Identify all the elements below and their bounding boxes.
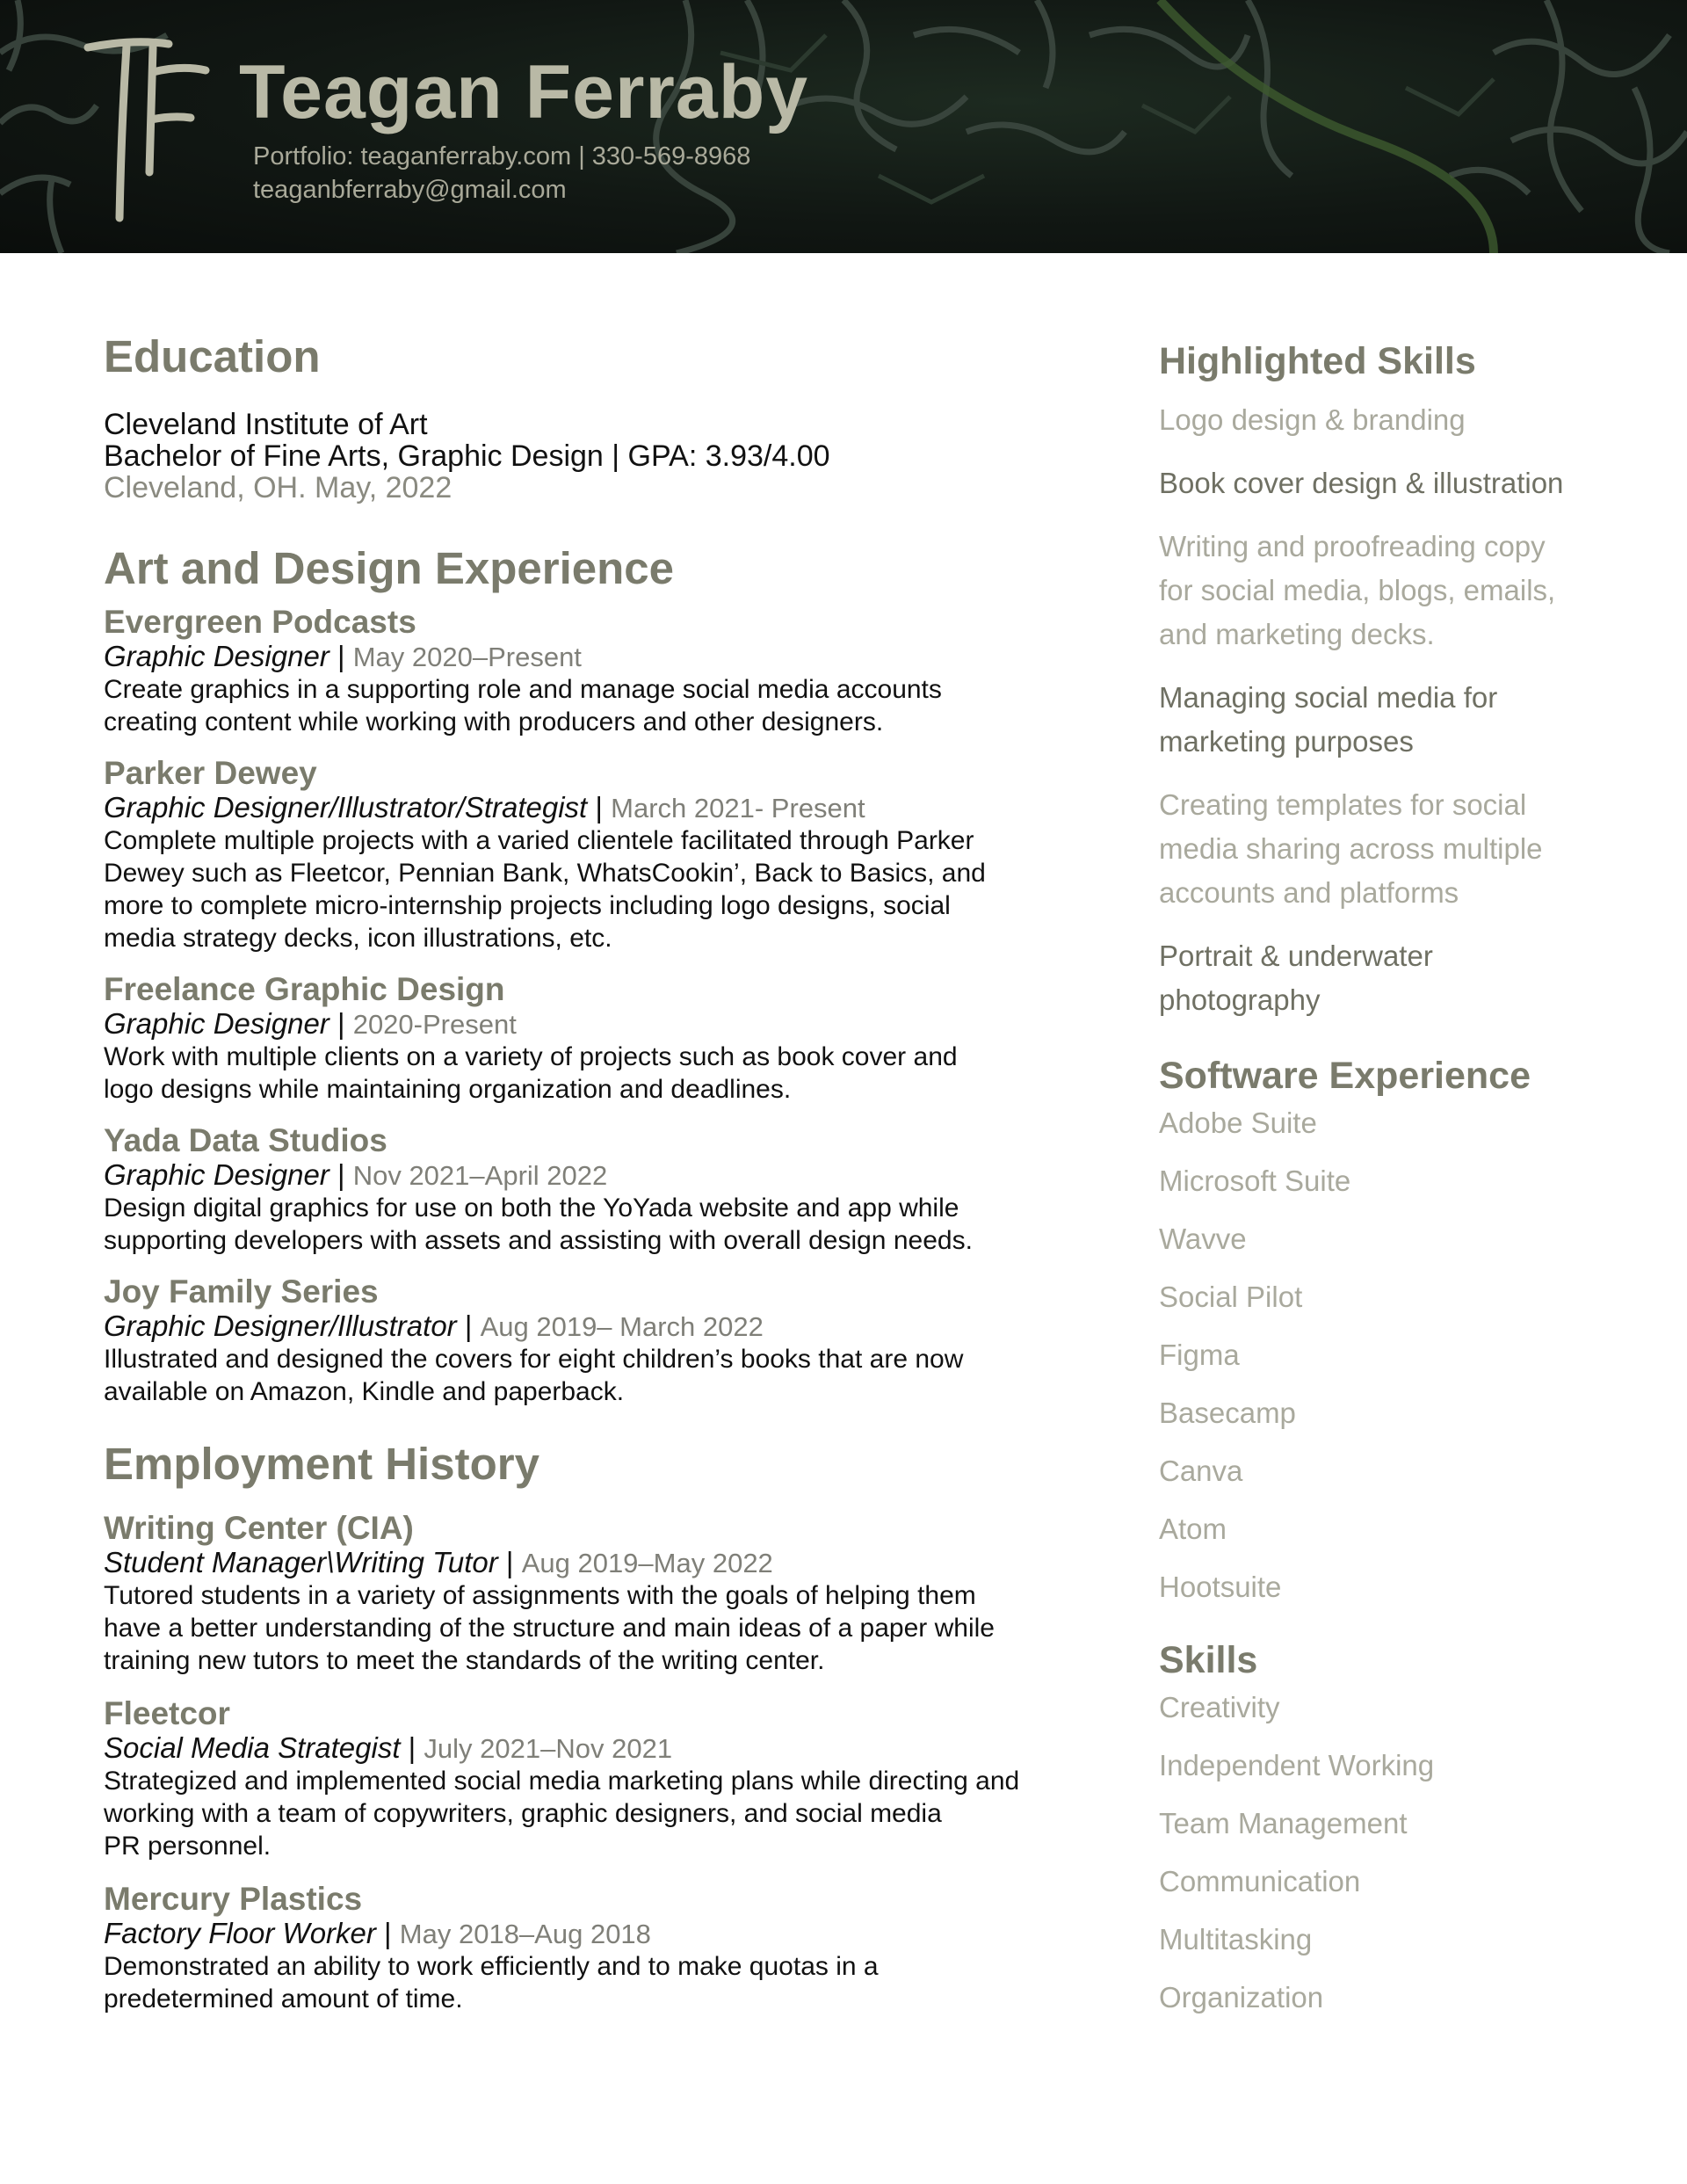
- skill-line: photography: [1159, 983, 1321, 1016]
- school-location: Cleveland, OH. May, 2022: [104, 471, 453, 504]
- skill-line: Book cover design & illustration: [1159, 467, 1564, 499]
- description-line: Demonstrated an ability to work efficiently and to make quotas in a: [104, 1952, 879, 1981]
- job-entry: [104, 1274, 1070, 1408]
- description-line: Tutored students in a variety of assignments with the goals of helping them: [104, 1581, 976, 1610]
- highlighted-skill: [1159, 398, 1616, 442]
- experience-heading: Art and Design Experience: [104, 543, 675, 593]
- description-line: Illustrated and designed the covers for eight children’s books that are now: [104, 1345, 964, 1374]
- role-title: Graphic Designer: [104, 1007, 329, 1040]
- job-entry: [104, 1123, 1070, 1257]
- experience-section: [104, 543, 1070, 1408]
- role-title: Graphic Designer/Illustrator: [104, 1310, 457, 1342]
- skill-line: for social media, blogs, emails,: [1159, 574, 1556, 606]
- description-line: logo designs while maintaining organization and deadlines.: [104, 1075, 792, 1104]
- role-line: [104, 640, 1070, 673]
- role-separator: |: [587, 791, 612, 824]
- skill-line: Portrait & underwater: [1159, 940, 1433, 972]
- role-separator: |: [400, 1731, 424, 1764]
- description-line: have a better understanding of the structure and main ideas of a paper while: [104, 1614, 995, 1643]
- software-item: Wavve: [1159, 1223, 1247, 1255]
- job-entry: [104, 1696, 1070, 1862]
- description-line: Dewey such as Fleetcor, Pennian Bank, WhatsCookin’, Back to Basics, and: [104, 859, 986, 888]
- role-title: Graphic Designer/Illustrator/Strategist: [104, 791, 588, 824]
- education-details: [104, 409, 1070, 504]
- company-name: Mercury Plastics: [104, 1881, 363, 1917]
- education-heading: Education: [104, 331, 321, 381]
- software-item: Figma: [1159, 1339, 1240, 1371]
- main-column: [104, 331, 1070, 2015]
- description-line: more to complete micro-internship projects including logo designs, social: [104, 891, 951, 920]
- description-line: available on Amazon, Kindle and paperback.: [104, 1377, 625, 1406]
- role-title: Social Media Strategist: [104, 1731, 401, 1764]
- employment-heading: Employment History: [104, 1439, 539, 1489]
- role-separator: |: [375, 1917, 400, 1949]
- skill-line: media sharing across multiple: [1159, 832, 1543, 865]
- software-item: Microsoft Suite: [1159, 1165, 1351, 1197]
- description-line: working with a team of copywriters, graphic designers, and social media: [104, 1799, 942, 1828]
- role-line: [104, 791, 1070, 824]
- skill-line: accounts and platforms: [1159, 876, 1459, 909]
- highlighted-skills-list: [1159, 398, 1616, 1022]
- role-separator: |: [329, 1158, 353, 1191]
- software-item: Adobe Suite: [1159, 1107, 1317, 1139]
- skill-line: Creating templates for social: [1159, 788, 1527, 821]
- software-item: Hootsuite: [1159, 1571, 1282, 1603]
- software-list: [1159, 1106, 1616, 1605]
- role-line: [104, 1158, 1070, 1192]
- role-dates: March 2021- Present: [611, 793, 865, 824]
- highlighted-skill: [1159, 461, 1616, 505]
- role-title: Graphic Designer: [104, 1158, 329, 1191]
- experience-list: [104, 605, 1070, 1408]
- role-dates: July 2021–Nov 2021: [424, 1733, 673, 1764]
- job-entry: [104, 972, 1070, 1106]
- sidebar-column: [1159, 340, 1616, 2015]
- description-line: training new tutors to meet the standards of the writing center.: [104, 1646, 825, 1675]
- highlighted-skill: [1159, 934, 1616, 1022]
- job-entry: [104, 1511, 1070, 1677]
- degree: Bachelor of Fine Arts, Graphic Design | GPA: 3.93/4.00: [104, 439, 830, 473]
- company-name: Joy Family Series: [104, 1273, 379, 1310]
- job-entry: [104, 756, 1070, 954]
- skills-list: [1159, 1690, 1616, 2015]
- company-name: Freelance Graphic Design: [104, 971, 505, 1007]
- skill-line: marketing purposes: [1159, 725, 1414, 758]
- skill-item: Independent Working: [1159, 1749, 1435, 1781]
- highlighted-skill: [1159, 676, 1616, 764]
- description-line: Create graphics in a supporting role and manage social media accounts: [104, 675, 942, 704]
- description-line: Work with multiple clients on a variety of projects such as book cover and: [104, 1042, 958, 1071]
- employment-section: [104, 1441, 1070, 2015]
- role-dates: May 2018–Aug 2018: [399, 1919, 651, 1949]
- software-section: [1159, 1057, 1616, 1605]
- software-item: Canva: [1159, 1455, 1243, 1487]
- skill-item: Creativity: [1159, 1691, 1280, 1723]
- role-title: Student Manager\Writing Tutor: [104, 1546, 498, 1578]
- skill-item: Multitasking: [1159, 1923, 1313, 1955]
- role-line: [104, 1731, 1070, 1765]
- role-dates: 2020-Present: [352, 1009, 517, 1040]
- role-separator: |: [497, 1546, 522, 1578]
- role-separator: |: [329, 1007, 353, 1040]
- school-name: Cleveland Institute of Art: [104, 408, 428, 441]
- skill-line: Writing and proofreading copy: [1159, 530, 1546, 562]
- software-item: Social Pilot: [1159, 1281, 1303, 1313]
- role-title: Factory Floor Worker: [104, 1917, 376, 1949]
- tf-monogram-icon: [81, 32, 213, 225]
- skills-heading: Skills: [1159, 1639, 1258, 1681]
- skill-line: Logo design & branding: [1159, 403, 1466, 436]
- description-line: Strategized and implemented social media marketing plans while directing and: [104, 1767, 1020, 1796]
- skill-item: Communication: [1159, 1865, 1361, 1897]
- header-banner: [0, 0, 1687, 253]
- education-section: [104, 331, 1070, 504]
- skill-line: and marketing decks.: [1159, 618, 1435, 650]
- role-dates: Aug 2019–May 2022: [521, 1548, 773, 1578]
- company-name: Writing Center (CIA): [104, 1510, 414, 1546]
- company-name: Evergreen Podcasts: [104, 604, 416, 640]
- software-heading: Software Experience: [1159, 1055, 1531, 1097]
- highlighted-skill: [1159, 783, 1616, 915]
- role-separator: |: [456, 1310, 481, 1342]
- description-line: Complete multiple projects with a varied clientele facilitated through Parker: [104, 826, 974, 855]
- skill-item: Organization: [1159, 1981, 1324, 2013]
- company-name: Yada Data Studios: [104, 1122, 387, 1158]
- role-line: [104, 1546, 1070, 1579]
- skill-item: Team Management: [1159, 1807, 1408, 1839]
- highlighted-skills-heading: Highlighted Skills: [1159, 340, 1476, 382]
- description-line: Design digital graphics for use on both the YoYada website and app while: [104, 1194, 959, 1223]
- role-dates: Nov 2021–April 2022: [352, 1160, 608, 1191]
- skill-line: Managing social media for: [1159, 681, 1498, 714]
- contact-portfolio-phone[interactable]: Portfolio: teaganferraby.com | 330-569-8968: [253, 142, 751, 171]
- description-line: media strategy decks, icon illustrations, etc.: [104, 924, 612, 953]
- company-name: Fleetcor: [104, 1695, 230, 1731]
- software-item: Atom: [1159, 1513, 1227, 1545]
- company-name: Parker Dewey: [104, 755, 317, 791]
- description-line: PR personnel.: [104, 1832, 272, 1861]
- contact-email[interactable]: teaganbferraby@gmail.com: [253, 176, 567, 204]
- highlighted-skills-section: [1159, 340, 1616, 1022]
- job-entry: [104, 1882, 1070, 2015]
- role-dates: Aug 2019– March 2022: [480, 1311, 764, 1342]
- role-dates: May 2020–Present: [352, 642, 582, 672]
- description-line: creating content while working with producers and other designers.: [104, 707, 884, 736]
- role-title: Graphic Designer: [104, 640, 329, 672]
- role-line: [104, 1007, 1070, 1041]
- candidate-name: Teagan Ferraby: [239, 50, 809, 134]
- employment-list: [104, 1511, 1070, 2015]
- description-line: predetermined amount of time.: [104, 1984, 463, 2013]
- role-line: [104, 1917, 1070, 1950]
- description-line: supporting developers with assets and assisting with overall design needs.: [104, 1226, 973, 1255]
- highlighted-skill: [1159, 525, 1616, 657]
- job-entry: [104, 605, 1070, 738]
- skills-section: [1159, 1639, 1616, 2015]
- role-separator: |: [329, 640, 353, 672]
- software-item: Basecamp: [1159, 1397, 1296, 1429]
- role-line: [104, 1310, 1070, 1343]
